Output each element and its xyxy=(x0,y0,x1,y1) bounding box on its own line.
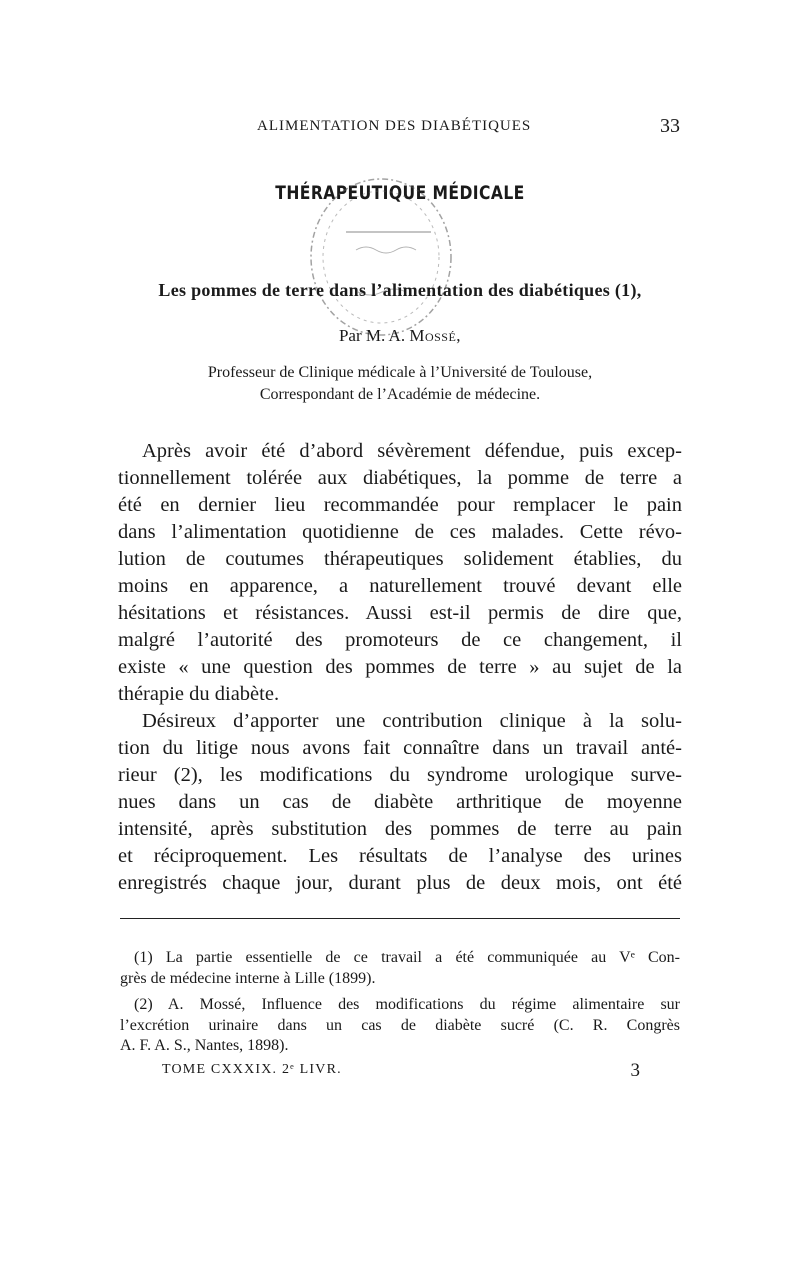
affiliation-1: Professeur de Clinique médicale à l’Université de Toulouse, xyxy=(207,364,593,381)
footnote-line: A. F. A. S., Nantes, 1898). xyxy=(120,1037,289,1054)
signature-number: 3 xyxy=(630,1060,640,1081)
text-line: dans l’alimentation quotidienne de ces malades. Cette révo- xyxy=(118,521,682,543)
running-head xyxy=(120,115,680,138)
text-line: enregistrés chaque jour, durant plus de deux mois, ont été xyxy=(118,872,682,894)
text-line: intensité, après substitution des pommes de terre au pain xyxy=(118,818,682,840)
footnote-rule xyxy=(120,918,680,919)
article-title: Les pommes de terre dans l’alimentation des diabétiques (1), xyxy=(158,280,642,300)
text-line: et réciproquement. Les résultats de l’analyse des urines xyxy=(118,845,682,867)
footnote-line: grès de médecine interne à Lille (1899). xyxy=(120,969,376,987)
text-line: tionnellement tolérée aux diabétiques, la pomme de terre a xyxy=(118,467,682,489)
signature-volume: TOME CXXXIX. 2ᵉ LIVR. xyxy=(162,1062,342,1077)
text-line: hésitations et résistances. Aussi est-il permis de dire que, xyxy=(118,602,682,624)
text-line: Désireux d’apporter une contribution clinique à la solu- xyxy=(142,710,682,732)
library-stamp-icon xyxy=(296,162,466,352)
text-line: tion du litige nous avons fait connaître dans un travail anté- xyxy=(118,737,682,759)
footnote-line: (2) A. Mossé, Influence des modifications du régime alimentaire sur xyxy=(134,996,680,1013)
section-title: THÉRAPEUTIQUE MÉDICALE xyxy=(275,182,525,204)
text-line: moins en apparence, a naturellement trouvé devant elle xyxy=(118,575,682,597)
author-prefix: Par M. A. xyxy=(338,326,410,345)
printer-signature xyxy=(162,1060,640,1082)
running-title: ALIMENTATION DES DIABÉTIQUES xyxy=(257,118,532,134)
text-line: lution de coutumes thérapeutiques solidement établies, du xyxy=(118,548,682,570)
text-line: thérapie du diabète. xyxy=(118,683,280,705)
footnotes xyxy=(120,948,680,1057)
text-line: malgré l’autorité des promoteurs de ce changement, il xyxy=(118,629,682,651)
author-line xyxy=(0,326,800,346)
author-name: Mossé, xyxy=(409,326,462,345)
text-line: existe « une question des pommes de terre » au sujet de la xyxy=(118,656,682,678)
text-line: Après avoir été d’abord sévèrement défendue, puis excep- xyxy=(142,440,682,462)
text-line: été en dernier lieu recommandée pour remplacer le pain xyxy=(118,494,682,516)
text-line: rieur (2), les modifications du syndrome urologique surve- xyxy=(118,764,682,786)
footnote-line: (1) La partie essentielle de ce travail a été communiquée au Vᵉ Con- xyxy=(134,949,680,966)
footnote-line: l’excrétion urinaire dans un cas de diabète sucré (C. R. Congrès xyxy=(120,1016,680,1034)
affiliation-2: Correspondant de l’Académie de médecine. xyxy=(259,386,541,403)
text-line: nues dans un cas de diabète arthritique de moyenne xyxy=(118,791,682,813)
page-number: 33 xyxy=(660,115,680,137)
body-text xyxy=(118,438,682,897)
